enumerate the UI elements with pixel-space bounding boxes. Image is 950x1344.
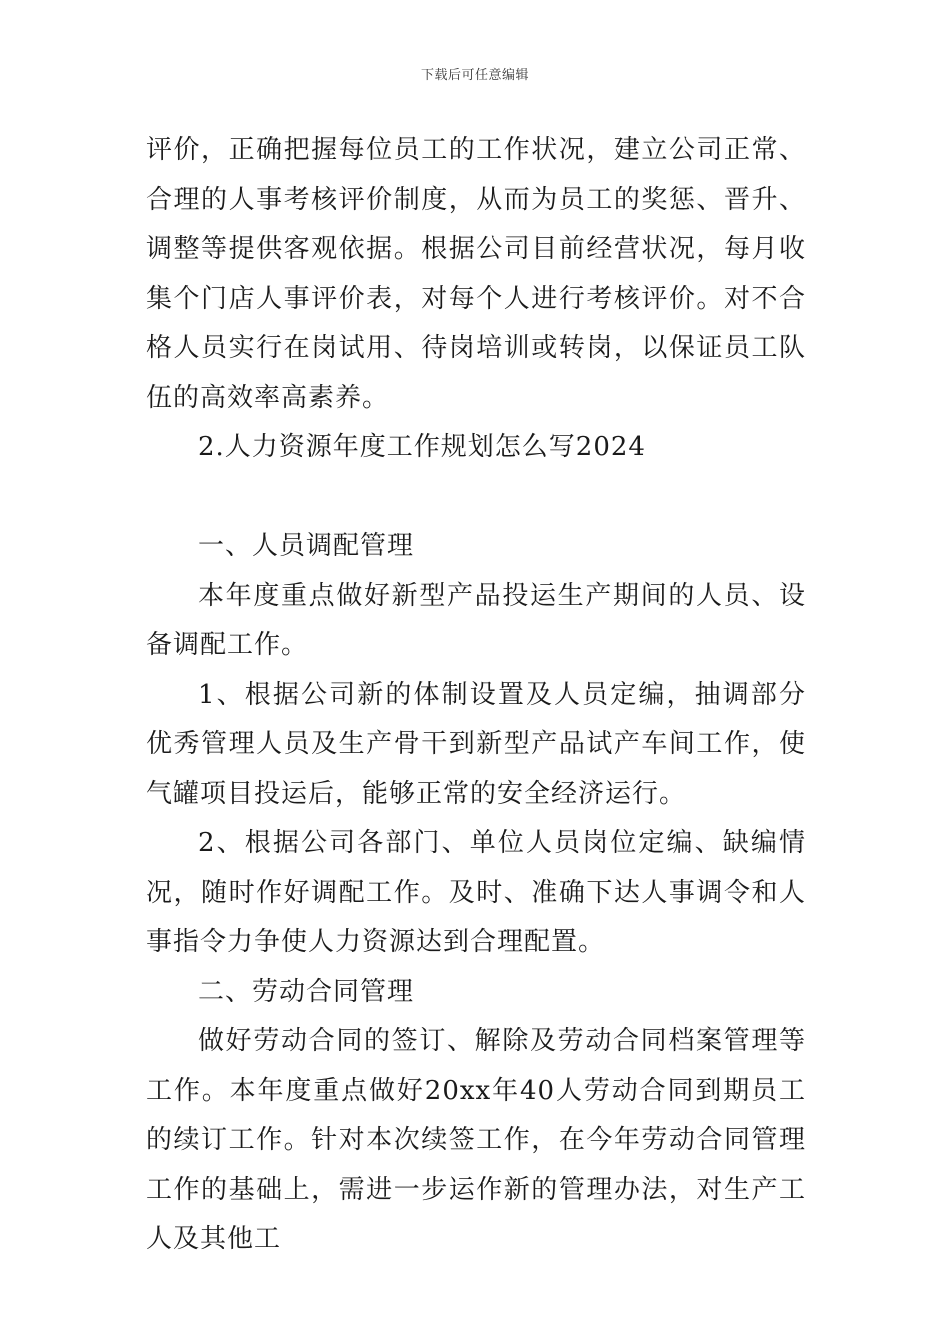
section-heading-plan: 2.人力资源年度工作规划怎么写2024: [198, 432, 646, 462]
paragraph-contracts: 做好劳动合同的签订、解除及劳动合同档案管理等工作。本年度重点做好20xx年40人劳动合同到期员工的续订工作。针对本次续签工作，在今年劳动合同管理工作的基础上，需进一步运作新的管理办法，对生产工人及其他工: [146, 1026, 806, 1254]
paragraph-staffing-item-1: 1、根据公司新的体制设置及人员定编，抽调部分优秀管理人员及生产骨干到新型产品试产车间工作，使气罐项目投运后，能够正常的安全经济运行。: [146, 679, 806, 809]
section-heading-contracts: 二、劳动合同管理: [198, 976, 415, 1007]
paragraph-evaluation-continued: 评价，正确把握每位员工的工作状况，建立公司正常、合理的人事考核评价制度，从而为员工的奖惩、晋升、调整等提供客观依据。根据公司目前经营状况，每月收集个门店人事评价表，对每个人进行考核评价。对不合格人员实行在岗试用、待岗培训或转岗，以保证员工队伍的高效率高素养。: [146, 135, 806, 413]
document-body: [146, 126, 806, 1265]
blank-line: [146, 473, 806, 523]
section-heading-staffing: 一、人员调配管理: [198, 531, 415, 561]
paragraph-staffing-item-2: 2、根据公司各部门、单位人员岗位定编、缺编情况，随时作好调配工作。及时、准确下达人事调令和人事指令力争使人力资源达到合理配置。: [146, 828, 806, 957]
page-header: 下载后可任意编辑: [420, 68, 529, 83]
paragraph-staffing-intro: 本年度重点做好新型产品投运生产期间的人员、设备调配工作。: [146, 580, 806, 660]
